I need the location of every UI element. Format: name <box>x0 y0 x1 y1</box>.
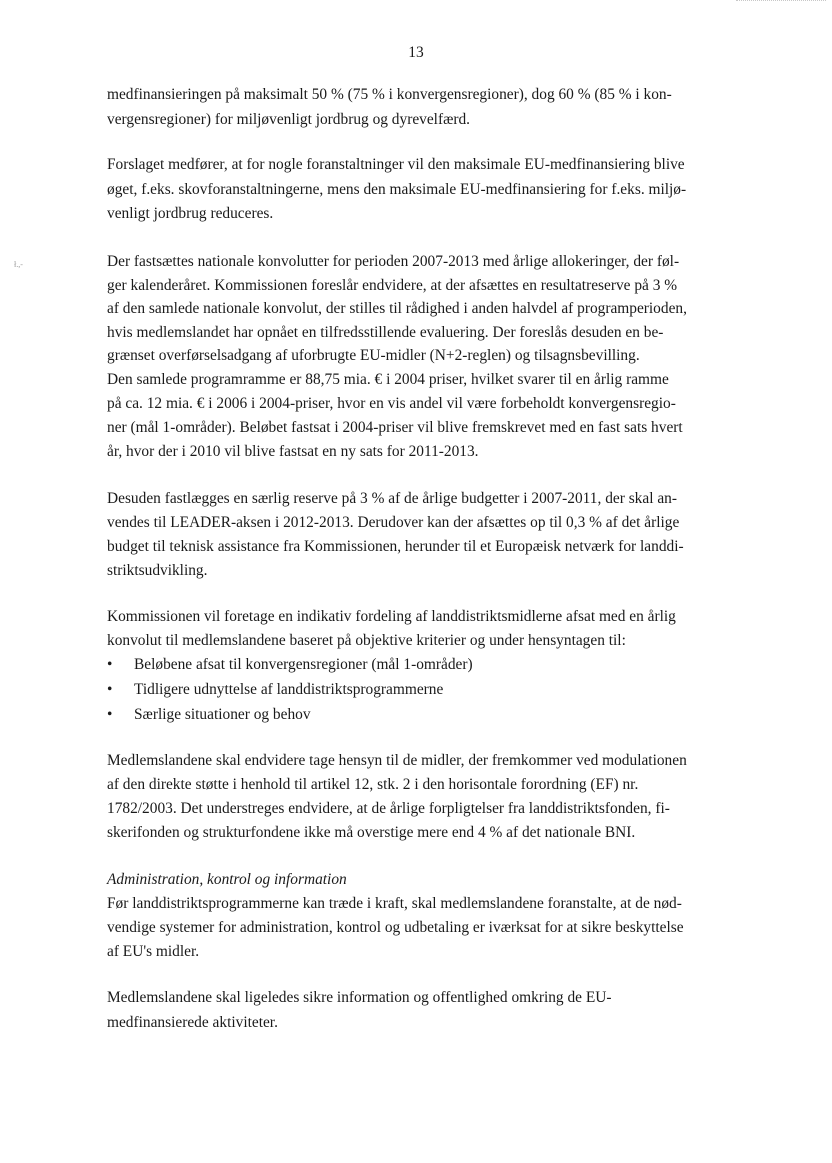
paragraph-line: budget til teknisk assistance fra Kommissionen, herunder til et Europæisk netværk for landdi- <box>107 538 684 555</box>
paragraph-line: skerifonden og strukturfondene ikke må overstige mere end 4 % af det nationale BNI. <box>107 824 636 841</box>
paragraph-line: 1782/2003. Det understreges endvidere, at de årlige forpligtelser fra landdistriktsfonden, fi- <box>107 800 670 817</box>
bullet-icon: • <box>107 656 113 673</box>
bullet-icon: • <box>107 706 113 723</box>
list-item-text: Tidligere udnyttelse af landdistriktsprogrammerne <box>134 681 444 698</box>
list-item-text: Særlige situationer og behov <box>134 706 311 723</box>
paragraph-line: vergensregioner) for miljøvenligt jordbrug og dyrevelfærd. <box>107 111 471 128</box>
section-heading: Administration, kontrol og information <box>107 871 347 888</box>
paragraph-line: konvolut til medlemslandene baseret på objektive kriterier og under hensyntagen til: <box>107 632 626 649</box>
paragraph-line: grænset overførselsadgang af uforbrugte EU-midler (N+2-reglen) og tilsagnsbevilling. <box>107 347 640 364</box>
paragraph-line: Medlemslandene skal endvidere tage hensyn til de midler, der fremkommer ved modulationen <box>107 752 687 769</box>
paragraph-line: år, hvor der i 2010 vil blive fastsat en ny sats for 2011-2013. <box>107 443 479 460</box>
paragraph-line: venligt jordbrug reduceres. <box>107 205 274 222</box>
paragraph-line: medfinansierede aktiviteter. <box>107 1014 278 1031</box>
paragraph-line: af EU's midler. <box>107 943 200 960</box>
margin-mark: ł.,- <box>14 260 23 269</box>
bullet-icon: • <box>107 681 113 698</box>
scan-artifact <box>736 0 826 2</box>
paragraph-line: af den samlede nationale konvolut, der stilles til rådighed i anden halvdel af programperioden, <box>107 300 687 317</box>
paragraph-line: øget, f.eks. skovforanstaltningerne, mens den maksimale EU-medfinansiering for f.eks. miljø- <box>107 181 687 198</box>
paragraph-line: Kommissionen vil foretage en indikativ fordeling af landdistriktsmidlerne afsat med en årlig <box>107 608 676 625</box>
paragraph-line: på ca. 12 mia. € i 2006 i 2004-priser, hvor en vis andel vil være forbeholdt konvergensregio- <box>107 395 676 412</box>
paragraph-line: Forslaget medfører, at for nogle foranstaltninger vil den maksimale EU-medfinansiering blive <box>107 156 685 173</box>
list-item <box>107 704 311 726</box>
paragraph-line: af den direkte støtte i henhold til artikel 12, stk. 2 i den horisontale forordning (EF) nr. <box>107 776 639 793</box>
paragraph-line: striktsudvikling. <box>107 562 208 579</box>
list-item-text: Beløbene afsat til konvergensregioner (mål 1-områder) <box>134 656 473 673</box>
paragraph-line: Der fastsættes nationale konvolutter for perioden 2007-2013 med årlige allokeringer, der føl- <box>107 253 680 270</box>
paragraph-line: vendes til LEADER-aksen i 2012-2013. Derudover kan der afsættes op til 0,3 % af det årlige <box>107 514 680 531</box>
paragraph-line: medfinansieringen på maksimalt 50 % (75 % i konvergensregioner), dog 60 % (85 % i kon- <box>107 86 672 103</box>
paragraph-line: ner (mål 1-områder). Beløbet fastsat i 2004-priser vil blive fremskrevet med en fast sats hvert <box>107 419 683 436</box>
list-item <box>107 679 443 701</box>
paragraph-line: Den samlede programramme er 88,75 mia. € i 2004 priser, hvilket svarer til en årlig ramme <box>107 371 669 388</box>
page-number: 13 <box>408 44 424 61</box>
paragraph-line: Desuden fastlægges en særlig reserve på 3 % af de årlige budgetter i 2007-2011, der skal an- <box>107 490 677 507</box>
paragraph-line: ger kalenderåret. Kommissionen foreslår endvidere, at der afsættes en resultatreserve på 3 % <box>107 277 678 294</box>
paragraph-line: Medlemslandene skal ligeledes sikre information og offentlighed omkring de EU- <box>107 989 612 1006</box>
list-item <box>107 654 473 676</box>
paragraph-line: vendige systemer for administration, kontrol og udbetaling er iværksat for at sikre beskyttelse <box>107 919 684 936</box>
paragraph-line: Før landdistriktsprogrammerne kan træde i kraft, skal medlemslandene foranstalte, at de nød- <box>107 895 682 912</box>
paragraph-line: hvis medlemslandet har opnået en tilfredsstillende evaluering. Der foreslås desuden en be- <box>107 324 664 341</box>
